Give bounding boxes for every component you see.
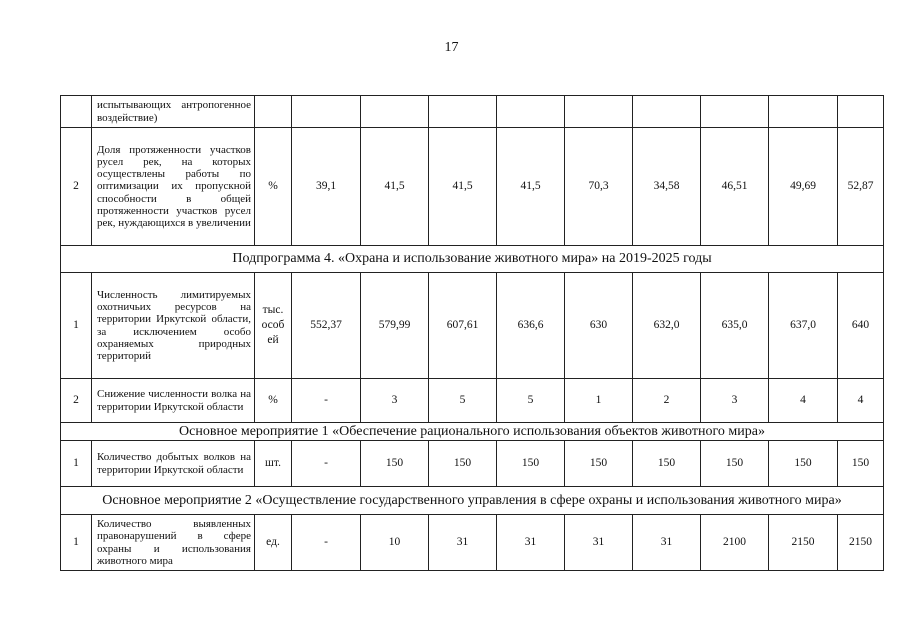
value-cell	[633, 96, 701, 128]
value-cell	[565, 96, 633, 128]
value-cell	[497, 96, 565, 128]
table-row	[61, 273, 884, 379]
indicator-name: Численность лимитируемых охотничьих ресурсов на территории Иркутской области, за исключением особо охраняемых природных территорий	[92, 273, 255, 379]
value-cell: -	[292, 379, 361, 423]
section-row	[61, 423, 884, 441]
section-title: Основное мероприятие 2 «Осуществление государственного управления в сфере охраны и использования животного мира»	[61, 487, 884, 515]
value-cell: 70,3	[565, 128, 633, 246]
value-cell	[361, 96, 429, 128]
value-cell: 46,51	[701, 128, 769, 246]
section-row	[61, 487, 884, 515]
value-cell	[292, 96, 361, 128]
table-row	[61, 441, 884, 487]
table-row	[61, 515, 884, 571]
value-cell: 3	[361, 379, 429, 423]
value-cell: 39,1	[292, 128, 361, 246]
row-number: 1	[61, 273, 92, 379]
indicator-name: Доля протяженности участков русел рек, на которых осуществлены работы по оптимизации их пропускной способности в общей протяженности участков русел рек, нуждающихся в увеличении	[92, 128, 255, 246]
value-cell: 579,99	[361, 273, 429, 379]
unit-cell	[255, 96, 292, 128]
value-cell: 150	[701, 441, 769, 487]
value-cell: 5	[497, 379, 565, 423]
section-title: Основное мероприятие 1 «Обеспечение рационального использования объектов животного мира»	[61, 423, 884, 441]
value-cell: 3	[701, 379, 769, 423]
row-number: 2	[61, 379, 92, 423]
indicator-name: Снижение численности волка на территории Иркутской области	[92, 379, 255, 423]
value-cell: 5	[429, 379, 497, 423]
section-row	[61, 246, 884, 273]
table-row	[61, 379, 884, 423]
value-cell: 630	[565, 273, 633, 379]
value-cell: 4	[838, 379, 884, 423]
value-cell: 150	[633, 441, 701, 487]
value-cell: 31	[565, 515, 633, 571]
value-cell: 150	[361, 441, 429, 487]
unit-cell: %	[255, 128, 292, 246]
value-cell: 34,58	[633, 128, 701, 246]
value-cell: 150	[565, 441, 633, 487]
value-cell: 31	[429, 515, 497, 571]
row-number: 1	[61, 441, 92, 487]
section-title: Подпрограмма 4. «Охрана и использование животного мира» на 2019-2025 годы	[61, 246, 884, 273]
unit-cell: тыс. особ ей	[255, 273, 292, 379]
value-cell	[838, 96, 884, 128]
row-number	[61, 96, 92, 128]
indicator-name: Количество добытых волков на территории Иркутской области	[92, 441, 255, 487]
value-cell: 552,37	[292, 273, 361, 379]
value-cell: 10	[361, 515, 429, 571]
value-cell: 2150	[769, 515, 838, 571]
row-number: 2	[61, 128, 92, 246]
unit-cell: шт.	[255, 441, 292, 487]
value-cell: 2150	[838, 515, 884, 571]
value-cell: 31	[633, 515, 701, 571]
value-cell: 2	[633, 379, 701, 423]
value-cell: 2100	[701, 515, 769, 571]
value-cell: -	[292, 441, 361, 487]
value-cell: 636,6	[497, 273, 565, 379]
table-row	[61, 128, 884, 246]
indicator-name: Количество выявленных правонарушений в сфере охраны и использования животного мира	[92, 515, 255, 571]
table-row	[61, 96, 884, 128]
value-cell	[701, 96, 769, 128]
value-cell: 637,0	[769, 273, 838, 379]
value-cell: 41,5	[429, 128, 497, 246]
value-cell: 150	[429, 441, 497, 487]
indicators-table	[60, 95, 884, 571]
value-cell: 632,0	[633, 273, 701, 379]
unit-cell: %	[255, 379, 292, 423]
value-cell: 607,61	[429, 273, 497, 379]
unit-cell: ед.	[255, 515, 292, 571]
value-cell	[429, 96, 497, 128]
value-cell: 150	[497, 441, 565, 487]
value-cell: 640	[838, 273, 884, 379]
value-cell: 52,87	[838, 128, 884, 246]
value-cell: 41,5	[497, 128, 565, 246]
page-number: 17	[444, 40, 459, 55]
value-cell: 150	[838, 441, 884, 487]
value-cell: 635,0	[701, 273, 769, 379]
value-cell	[769, 96, 838, 128]
indicator-name: испытывающих антропогенное воздействие)	[92, 96, 255, 128]
value-cell: -	[292, 515, 361, 571]
value-cell: 150	[769, 441, 838, 487]
value-cell: 49,69	[769, 128, 838, 246]
value-cell: 31	[497, 515, 565, 571]
value-cell: 4	[769, 379, 838, 423]
value-cell: 41,5	[361, 128, 429, 246]
value-cell: 1	[565, 379, 633, 423]
row-number: 1	[61, 515, 92, 571]
